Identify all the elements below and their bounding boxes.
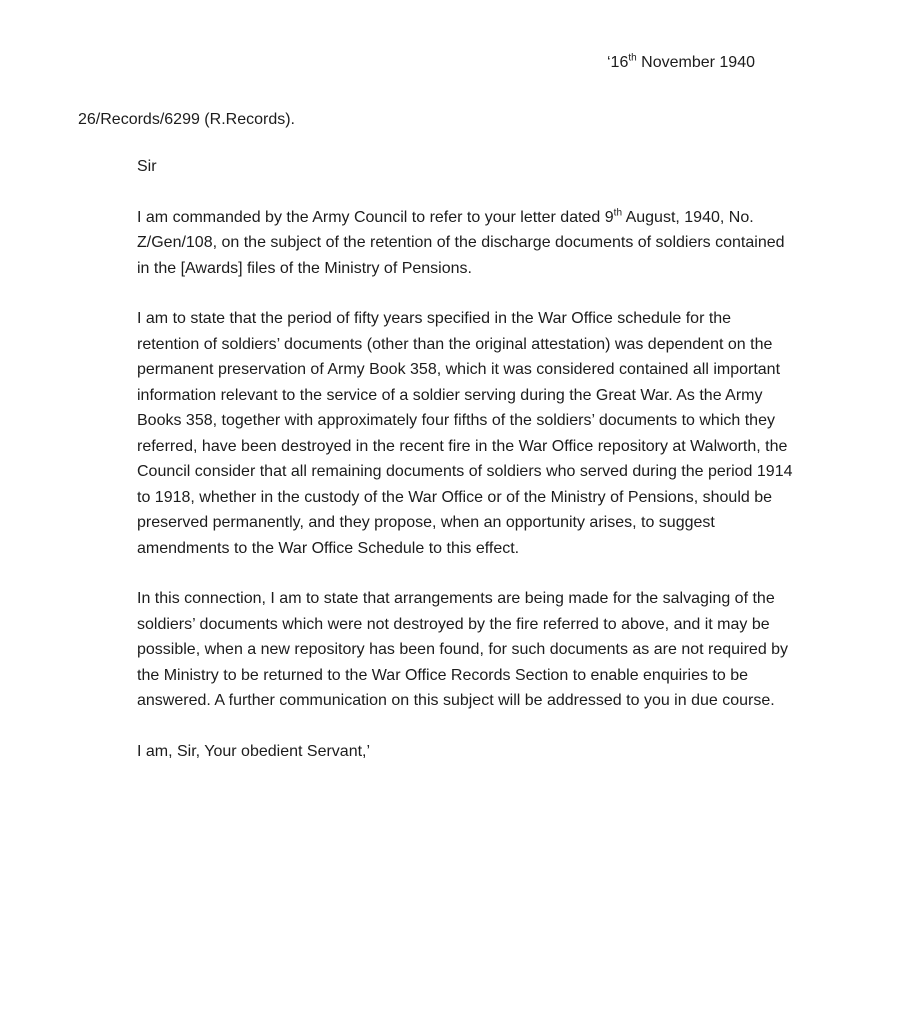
paragraph-1-text-rest: August, 1940, No. Z/Gen/108, on the subject of the retention of the discharge documents of soldiers contained in the [Awards] files of the Ministry of Pensions.: [137, 208, 785, 277]
closing-valediction: I am, Sir, Your obedient Servant,’: [137, 742, 371, 760]
paragraph-1: [137, 205, 797, 282]
paragraph-1-ordinal-superscript: th: [613, 207, 623, 219]
paragraph-2: I am to state that the period of fifty years specified in the War Office schedule for the retention of soldiers’ documents (other than the original attestation) was dependent on the permanent preservation of Army Book 358, which it was considered contained all important information relevant to the service of a soldier serving during the Great War. As the Army Books 358, together with approximately four fifths of the soldiers’ documents to which they referred, have been destroyed in the recent fire in the War Office repository at Walworth, the Council consider that all remaining documents of soldiers who served during the period 1914 to 1918, whether in the custody of the War Office or of the Ministry of Pensions, should be preserved permanently, and they propose, when an opportunity arises, to suggest amendments to the War Office Schedule to this effect.: [137, 310, 793, 557]
letter-body: [137, 154, 797, 764]
date-ordinal-superscript: th: [628, 52, 637, 64]
reference-number: 26/Records/6299 (R.Records).: [78, 110, 295, 128]
date-text: ‘16: [607, 54, 629, 71]
paragraph-3: In this connection, I am to state that arrangements are being made for the salvaging of the soldiers’ documents which were not destroyed by the fire referred to above, and it may be possible, when a new repository has been found, for such documents as are not required by the Ministry to be returned to the War Office Records Section to enable enquiries to be answered. A further communication on this subject will be addressed to you in due course.: [137, 590, 789, 709]
date-line: [0, 0, 898, 76]
date-text-rest: November 1940: [636, 54, 755, 71]
salutation: Sir: [137, 158, 157, 175]
paragraph-1-text: I am commanded by the Army Council to refer to your letter dated 9: [137, 208, 614, 226]
